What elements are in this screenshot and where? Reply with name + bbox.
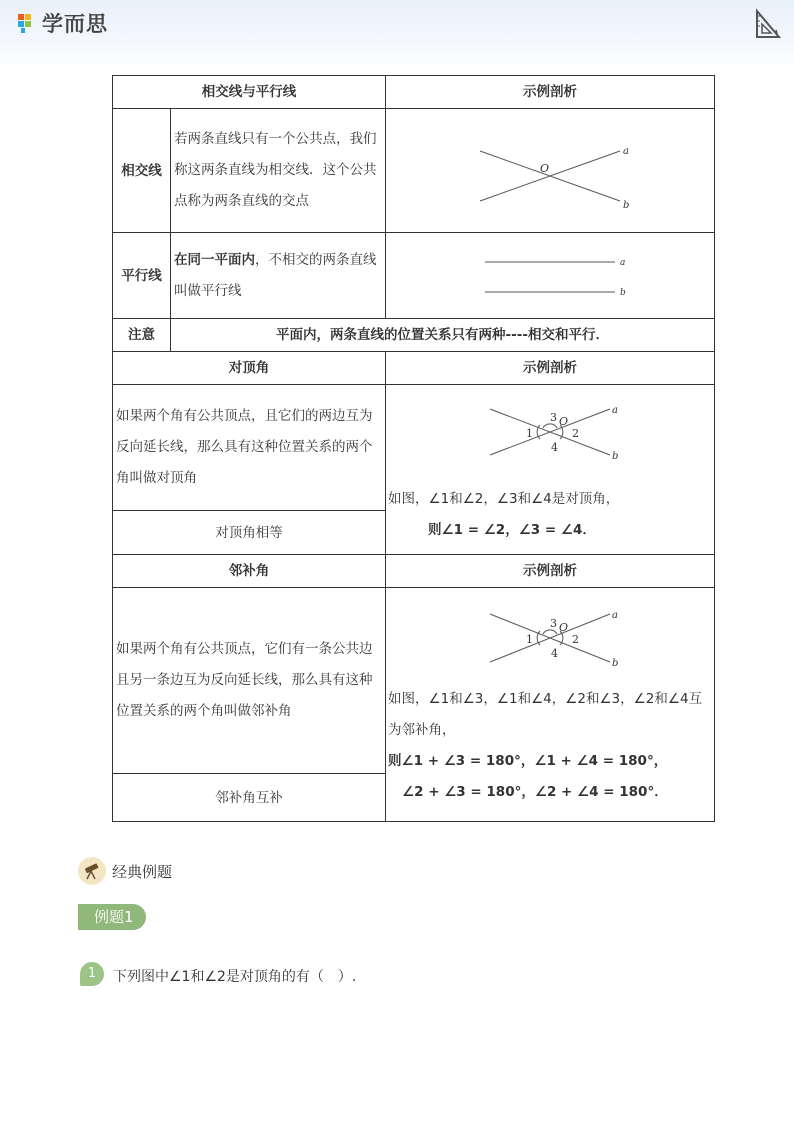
definition-adjacent-supplementary: 如果两个角有公共顶点，它们有一条公共边且另一条边互为反向延长线，那么具有这种位置关系的两个角叫做邻补角: [113, 588, 386, 774]
line-a-label: a: [623, 145, 629, 157]
header-example-analysis: 示例剖析: [386, 76, 715, 109]
adjacent-caption-3: ∠2 + ∠3 = 180°，∠2 + ∠4 = 180°．: [402, 784, 668, 800]
knowledge-table: [112, 75, 715, 822]
header-intersecting-parallel: 相交线与平行线: [113, 76, 386, 109]
header-example-analysis: 示例剖析: [386, 555, 715, 588]
classic-examples-title: 经典例题: [112, 862, 173, 881]
angle-1-label: 1: [526, 633, 533, 646]
vertical-angles-caption-1: 如图，∠1和∠2，∠3和∠4是对顶角，: [388, 491, 620, 507]
angle-2-label: 2: [572, 633, 579, 646]
header-example-analysis: 示例剖析: [386, 352, 715, 385]
line-b-label: b: [612, 658, 619, 669]
example-tag: 例题1: [78, 904, 146, 930]
definition-parallel-lines: [171, 233, 386, 319]
parallel-lines-figure: [460, 246, 640, 306]
ruler-triangle-icon: [754, 8, 782, 40]
telescope-icon: [78, 857, 106, 885]
intersecting-lines-figure: [460, 126, 640, 216]
emphasis-same-plane: 在同一平面内: [174, 251, 255, 268]
point-o-label: O: [559, 415, 569, 428]
definition-intersecting-lines: 若两条直线只有一个公共点，我们称这两条直线为相交线．这个公共点称为两条直线的交点: [171, 109, 386, 233]
figure-cell-vertical-angles: [386, 385, 715, 555]
line-a-label: a: [612, 610, 618, 621]
label-parallel-lines: 平行线: [113, 233, 171, 319]
angle-3-label: 3: [550, 411, 557, 424]
line-b-label: b: [620, 287, 626, 298]
angle-2-label: 2: [572, 427, 579, 440]
figure-cell-intersecting: [386, 109, 715, 233]
vertical-angles-figure: [460, 395, 640, 481]
definition-vertical-angles: 如果两个角有公共顶点，且它们的两边互为反向延长线，那么具有这种位置关系的两个角叫做对顶角: [113, 385, 386, 511]
header-adjacent-supplementary: 邻补角: [113, 555, 386, 588]
header-vertical-angles: 对顶角: [113, 352, 386, 385]
question-text: 下列图中∠1和∠2是对顶角的有（ ）.: [113, 969, 357, 985]
point-o-label: O: [559, 621, 569, 634]
angle-4-label: 4: [551, 647, 558, 660]
figure-cell-parallel: [386, 233, 715, 319]
vertical-angles-caption-2: 则∠1 = ∠2，∠3 = ∠4．: [428, 522, 596, 538]
line-a-label: a: [612, 405, 618, 416]
classic-examples-heading: [78, 856, 172, 886]
adjacent-caption-1: 如图，∠1和∠3，∠1和∠4，∠2和∠3，∠2和∠4互为邻补角，: [388, 691, 703, 738]
angle-1-label: 1: [526, 427, 533, 440]
line-b-label: b: [623, 199, 630, 211]
question-number-badge: 1: [80, 962, 104, 986]
label-note: 注意: [113, 319, 171, 352]
note-text: 平面内，两条直线的位置关系只有两种----相交和平行．: [171, 319, 715, 352]
label-intersecting-lines: 相交线: [113, 109, 171, 233]
property-vertical-angles: 对顶角相等: [113, 511, 386, 555]
angle-4-label: 4: [551, 441, 558, 454]
adjacent-caption-2: 则∠1 + ∠3 = 180°，∠1 + ∠4 = 180°，: [388, 753, 668, 769]
brand-name: 学而思: [42, 12, 108, 36]
definition-parallel-rest: ，不相交的两条直线叫做平行线: [174, 251, 377, 299]
figure-cell-adjacent: [386, 588, 715, 822]
angle-3-label: 3: [550, 617, 557, 630]
xueersi-logo-icon: [16, 12, 38, 34]
point-o-label: O: [540, 161, 550, 175]
line-b-label: b: [612, 451, 619, 462]
brand-logo[interactable]: [16, 8, 108, 38]
line-a-label: a: [620, 257, 626, 268]
property-adjacent-supplementary: 邻补角互补: [113, 774, 386, 822]
adjacent-angles-figure: [460, 598, 640, 684]
page-header: [0, 0, 794, 70]
